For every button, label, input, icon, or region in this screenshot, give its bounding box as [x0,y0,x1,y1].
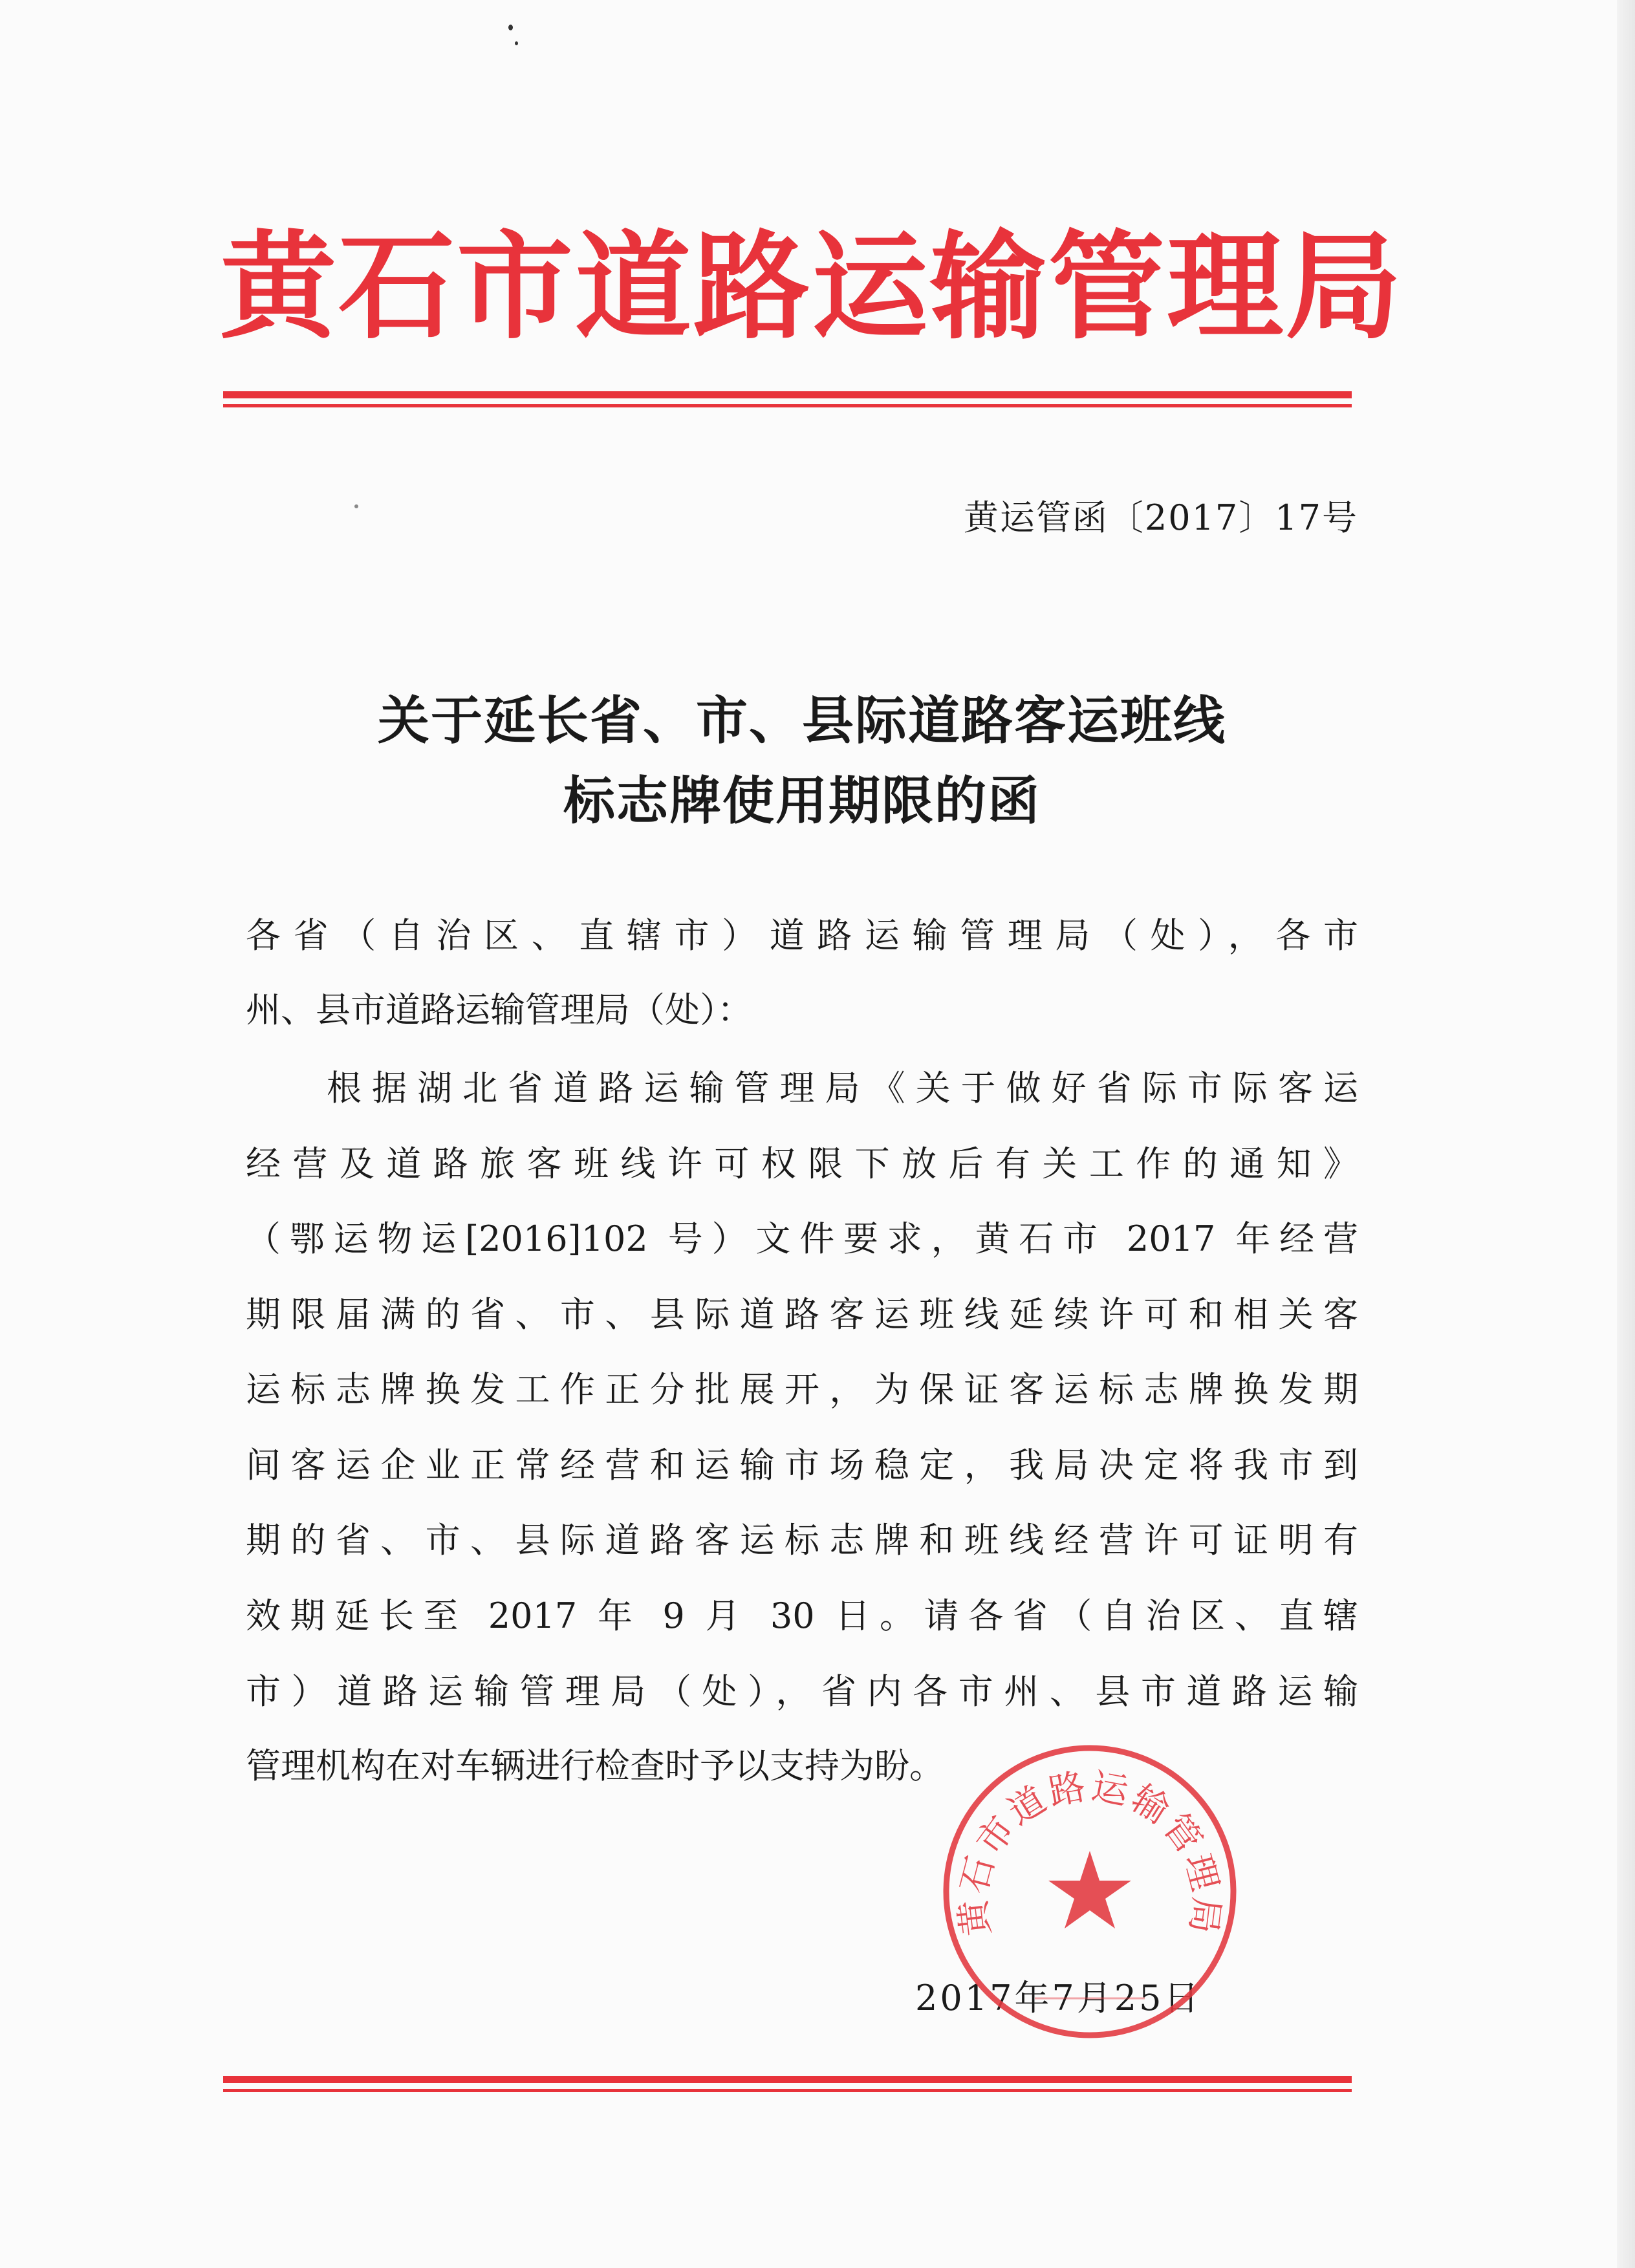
page-edge-shadow [1617,0,1635,2268]
scan-speck [515,41,518,45]
letterhead-rule-thin [223,404,1352,407]
body-line: 效期延长至 2017 年 9 月 30 日。请各省（自治区、直辖 [246,1595,1358,1636]
body-line: 各省（自治区、直辖市）道路运输管理局（处），各市 [246,915,1358,956]
body-line: 运标志牌换发工作正分批展开，为保证客运标志牌换发期 [246,1369,1358,1410]
footer-rule-thick [223,2076,1352,2083]
body-line: 管理机构在对车辆进行检查时予以支持为盼。 [246,1745,944,1786]
footer-rule-thin [223,2089,1352,2092]
body-line: 期限届满的省、市、县际道路客运班线延续许可和相关客 [246,1294,1358,1335]
document-title-line-1: 关于延长省、市、县际道路客运班线 [378,690,1226,751]
body-line: 市）道路运输管理局（处），省内各市州、县市道路运输 [246,1671,1358,1712]
body-line: 州、县市道路运输管理局（处）： [246,989,752,1030]
official-seal [938,1740,1242,2044]
signature-date: 2017年7月25日 [915,1978,1202,2018]
scan-speck [354,504,358,508]
seal-star-icon [1048,1851,1131,1928]
letterhead-rule-thick [223,391,1352,398]
agency-letterhead-title: 黄石市道路运输管理局 [220,220,1404,355]
body-line: （鄂运物运[2016]102 号）文件要求，黄石市 2017 年经营 [246,1218,1358,1259]
document-title-line-2: 标志牌使用期限的函 [563,770,1041,831]
body-line: 期的省、市、县际道路客运标志牌和班线经营许可证明有 [246,1520,1358,1561]
body-line: 经营及道路旅客班线许可权限下放后有关工作的通知》 [246,1143,1358,1184]
seal-text-path: 黄石市道路运输管理局 [951,1765,1228,1939]
document-number: 黄运管函〔2017〕17号 [963,497,1358,538]
body-line: 间客运企业正常经营和运输市场稳定，我局决定将我市到 [246,1445,1358,1485]
scan-speck [508,25,513,30]
body-line: 根据湖北省道路运输管理局《关于做好省际市际客运 [327,1068,1358,1108]
